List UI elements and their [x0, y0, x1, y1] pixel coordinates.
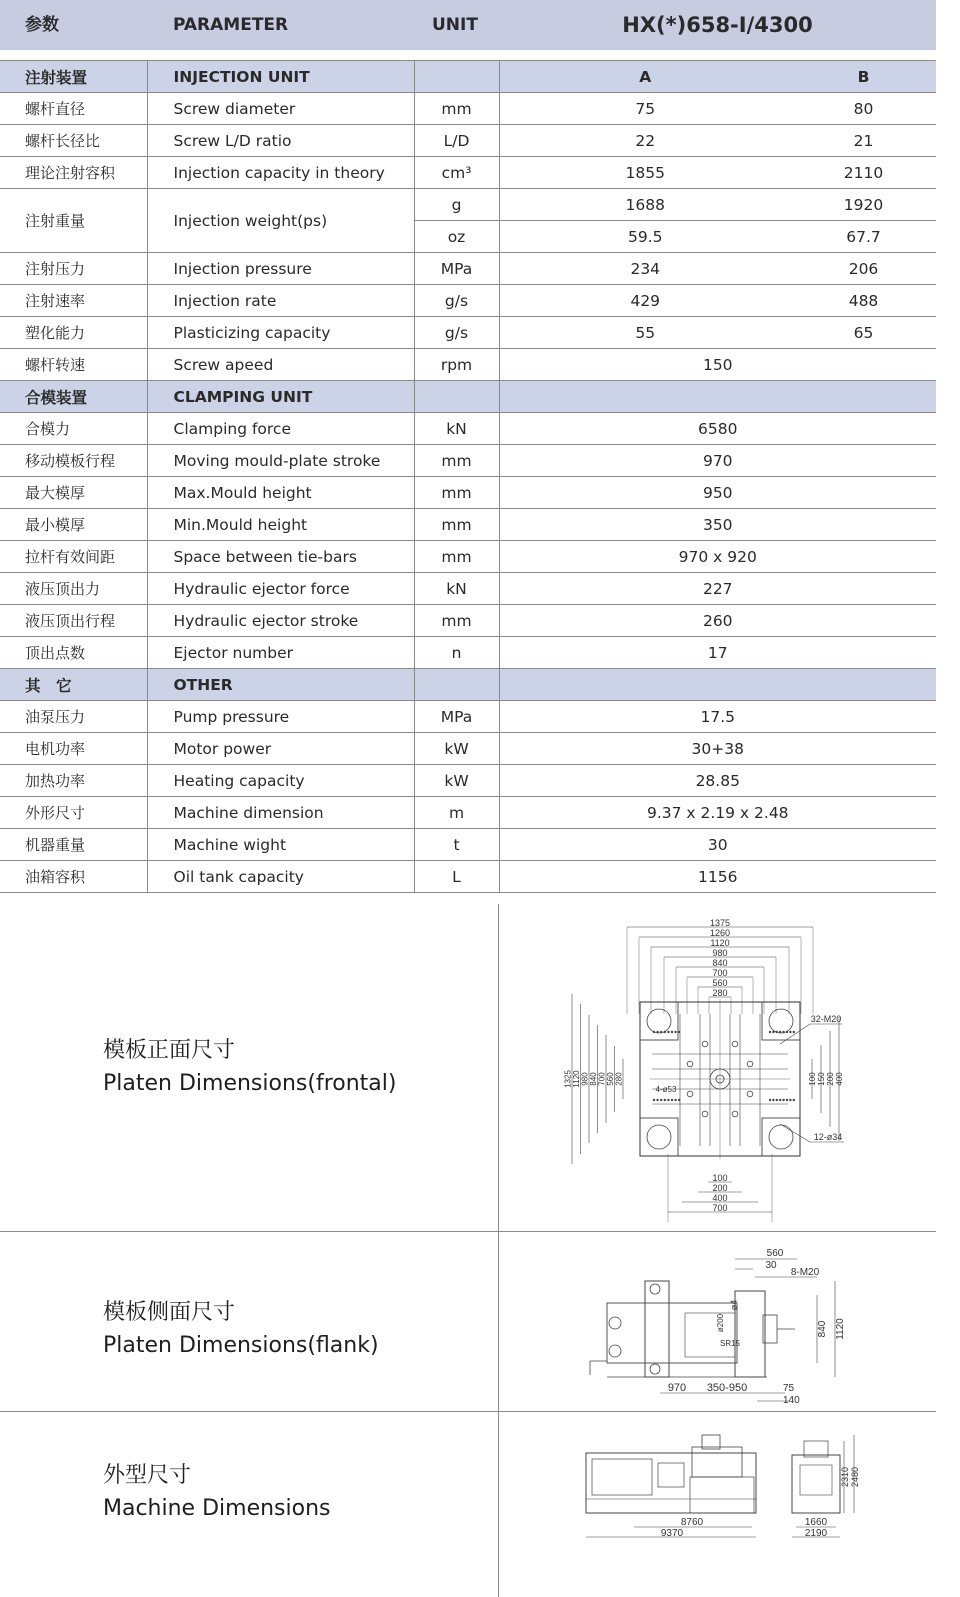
table-row — [0, 637, 936, 669]
machine-body-end — [792, 1455, 840, 1513]
param-unit: L — [414, 861, 499, 893]
section-title-en: INJECTION UNIT — [147, 61, 414, 93]
param-unit: m — [414, 797, 499, 829]
bolt-hole — [674, 1031, 676, 1033]
dimension-label: 1120 — [572, 1070, 581, 1088]
column-a-label: A — [499, 61, 791, 93]
param-unit: cm³ — [414, 157, 499, 189]
param-name-en: Injection rate — [147, 285, 414, 317]
dimension-label: 840 — [712, 958, 728, 968]
section-title-zh: 其 它 — [0, 669, 147, 701]
param-unit: L/D — [414, 125, 499, 157]
dimension-label: 12-ø34 — [813, 1132, 843, 1142]
section-unit-cell — [414, 381, 499, 413]
spec-table — [0, 60, 936, 893]
param-value: 17 — [499, 637, 936, 669]
dimension-label: 100 — [808, 1072, 817, 1086]
moving-platen — [735, 1291, 765, 1377]
value-b: 21 — [791, 125, 936, 157]
table-row — [0, 93, 936, 125]
param-name-zh: 液压顶出力 — [0, 573, 147, 605]
param-name-zh: 最大模厚 — [0, 477, 147, 509]
bolt-hole — [667, 1099, 669, 1101]
corner-block — [762, 1118, 800, 1156]
bolt-hole — [793, 1099, 795, 1101]
dimension-label: ø200 — [716, 1313, 725, 1333]
table-row — [0, 829, 936, 861]
table-row — [0, 509, 936, 541]
param-name-en: Plasticizing capacity — [147, 317, 414, 349]
dimension-label: 970 — [667, 1382, 687, 1394]
value-b: 67.7 — [791, 221, 936, 253]
header-param-zh: 参数 — [25, 15, 59, 35]
bolt-hole — [678, 1099, 680, 1101]
dimension-label: 700 — [712, 968, 728, 978]
table-row — [0, 445, 936, 477]
bolt-hole — [779, 1031, 781, 1033]
section-title-en: OTHER — [147, 669, 414, 701]
param-name-zh: 合模力 — [0, 413, 147, 445]
param-name-zh: 移动模板行程 — [0, 445, 147, 477]
param-name-en: Injection capacity in theory — [147, 157, 414, 189]
cylinder-end — [609, 1317, 621, 1329]
tie-bar-hole — [769, 1125, 793, 1149]
section-unit-cell — [414, 61, 499, 93]
dimension-label: 980 — [712, 948, 728, 958]
end-panel — [800, 1465, 832, 1495]
bolt-hole — [776, 1031, 778, 1033]
table-row — [0, 797, 936, 829]
header-unit: UNIT — [432, 15, 478, 35]
param-name-en: Machine dimension — [147, 797, 414, 829]
dimension-label: 400 — [835, 1072, 844, 1086]
param-name-en: Max.Mould height — [147, 477, 414, 509]
param-name-zh: 顶出点数 — [0, 637, 147, 669]
section-clamping — [0, 381, 936, 413]
param-name-zh: 螺杆长径比 — [0, 125, 147, 157]
corner-block — [640, 1002, 678, 1040]
bolt-hole — [653, 1031, 655, 1033]
dimension-label: 840 — [817, 1320, 828, 1338]
value-b: 206 — [791, 253, 936, 285]
param-name-en: Clamping force — [147, 413, 414, 445]
dimension-label: 700 — [597, 1072, 607, 1086]
table-row — [0, 765, 936, 797]
dimension-label: 30 — [765, 1260, 777, 1271]
param-name-en: Screw L/D ratio — [147, 125, 414, 157]
dimension-label: 400 — [712, 1193, 728, 1203]
bolt-hole — [656, 1031, 658, 1033]
dimension-label: 4-ø53 — [655, 1085, 677, 1094]
dimension-label: 100 — [712, 1173, 728, 1183]
param-value: 9.37 x 2.19 x 2.48 — [499, 797, 936, 829]
bolt-hole — [667, 1031, 669, 1033]
value-b: 488 — [791, 285, 936, 317]
param-name-en: Hydraulic ejector force — [147, 573, 414, 605]
section-value-cell — [499, 381, 936, 413]
dimension-label: ø4 — [729, 1299, 739, 1311]
param-value: 970 x 920 — [499, 541, 936, 573]
param-name-zh: 加热功率 — [0, 765, 147, 797]
dimension-label: 150 — [817, 1072, 826, 1086]
param-value: 28.85 — [499, 765, 936, 797]
table-row — [0, 253, 936, 285]
table-row — [0, 605, 936, 637]
param-unit: g/s — [414, 285, 499, 317]
section-title-en: CLAMPING UNIT — [147, 381, 414, 413]
dimension-label: 350-950 — [706, 1382, 748, 1394]
figure-machine-title-en: Machine Dimensions — [103, 1496, 331, 1521]
param-name-en: Heating capacity — [147, 765, 414, 797]
param-value: 1156 — [499, 861, 936, 893]
tie-bar-hole — [769, 1009, 793, 1033]
dimension-label: 700 — [712, 1203, 728, 1213]
dimension-label: 32-M20 — [810, 1014, 842, 1024]
injection-unit — [692, 1447, 742, 1477]
dimension-label: 1375 — [709, 918, 731, 928]
param-name-zh: 外形尺寸 — [0, 797, 147, 829]
param-value: 260 — [499, 605, 936, 637]
header-param-en: PARAMETER — [173, 15, 289, 35]
figure-flank-title-zh: 模板侧面尺寸 — [103, 1300, 236, 1325]
value-b: 1920 — [791, 189, 936, 221]
section-value-cell — [499, 669, 936, 701]
param-name-en: Moving mould-plate stroke — [147, 445, 414, 477]
dimension-label: 140 — [783, 1395, 800, 1406]
param-value: 30+38 — [499, 733, 936, 765]
mould-space — [685, 1313, 735, 1357]
dimension-label: 2480 — [850, 1466, 860, 1488]
bolt-hole — [660, 1099, 662, 1101]
bolt-hole — [664, 1099, 666, 1101]
table-row — [0, 541, 936, 573]
bolt-hole — [789, 1099, 791, 1101]
param-name-zh: 注射重量 — [0, 189, 147, 253]
bolt-hole — [772, 1099, 774, 1101]
param-value: 970 — [499, 445, 936, 477]
dimension-label: 1660 — [804, 1517, 828, 1528]
dimension-label: 1120 — [710, 938, 730, 948]
param-unit: kW — [414, 733, 499, 765]
param-unit: mm — [414, 541, 499, 573]
param-unit: t — [414, 829, 499, 861]
bolt-hole — [782, 1099, 784, 1101]
corner-block — [640, 1118, 678, 1156]
param-unit: MPa — [414, 701, 499, 733]
bolt-hole — [660, 1031, 662, 1033]
table-header — [0, 0, 936, 50]
table-row — [0, 861, 936, 893]
param-name-en: Min.Mould height — [147, 509, 414, 541]
bolt-hole — [786, 1099, 788, 1101]
param-name-zh: 油泵压力 — [0, 701, 147, 733]
param-unit: mm — [414, 93, 499, 125]
param-unit: mm — [414, 445, 499, 477]
param-value: 950 — [499, 477, 936, 509]
dimension-label: 560 — [766, 1248, 784, 1259]
bolt-hole — [678, 1031, 680, 1033]
param-name-zh: 油箱容积 — [0, 861, 147, 893]
table-row — [0, 189, 936, 221]
dimension-label: 75 — [783, 1383, 795, 1394]
param-value: 150 — [499, 349, 936, 381]
section-unit-cell — [414, 669, 499, 701]
ejector-hole — [732, 1041, 738, 1047]
tie-bar-nut — [650, 1284, 660, 1294]
param-unit: rpm — [414, 349, 499, 381]
tie-bar-hole — [647, 1009, 671, 1033]
figure-frontal — [0, 904, 936, 1232]
dimension-label: 980 — [580, 1072, 590, 1086]
param-unit: g/s — [414, 317, 499, 349]
value-a: 234 — [499, 253, 791, 285]
bolt-hole — [769, 1099, 771, 1101]
param-unit: n — [414, 637, 499, 669]
column-b-label: B — [791, 61, 936, 93]
control-cabinet — [690, 1477, 754, 1513]
param-name-en: Injection weight(ps) — [147, 189, 414, 253]
bolt-hole — [776, 1099, 778, 1101]
header-model: HX(*)658-Ⅰ/4300 — [622, 13, 813, 37]
dimension-label: 560 — [606, 1072, 615, 1086]
dimension-label: 1120 — [835, 1318, 846, 1340]
ejector-hole — [687, 1091, 693, 1097]
param-unit: kN — [414, 413, 499, 445]
param-name-en: Oil tank capacity — [147, 861, 414, 893]
param-value: 30 — [499, 829, 936, 861]
param-name-en: Motor power — [147, 733, 414, 765]
dimension-label: 200 — [826, 1072, 835, 1086]
figure-frontal-title-en: Platen Dimensions(frontal) — [103, 1071, 397, 1096]
ejector-hole — [747, 1061, 753, 1067]
platen-flank-drawing — [585, 1243, 855, 1406]
param-name-en: Pump pressure — [147, 701, 414, 733]
dimension-label: 8760 — [680, 1517, 704, 1528]
machine-outline-drawing — [582, 1433, 864, 1593]
dimension-label: 8-M20 — [790, 1267, 820, 1278]
param-unit: mm — [414, 477, 499, 509]
param-name-en: Ejector number — [147, 637, 414, 669]
bolt-hole — [793, 1031, 795, 1033]
ejector-hole — [702, 1111, 708, 1117]
dimension-label: 560 — [712, 978, 728, 988]
bolt-hole — [664, 1031, 666, 1033]
dimension-label: 280 — [712, 988, 728, 998]
value-a: 1688 — [499, 189, 791, 221]
section-title-zh: 注射装置 — [0, 61, 147, 93]
table-row — [0, 413, 936, 445]
figure-frontal-title-zh: 模板正面尺寸 — [103, 1038, 236, 1063]
value-b: 80 — [791, 93, 936, 125]
clamp-housing — [592, 1459, 652, 1495]
param-name-en: Hydraulic ejector stroke — [147, 605, 414, 637]
tie-bar-nut — [650, 1364, 660, 1374]
param-name-zh: 注射速率 — [0, 285, 147, 317]
param-name-zh: 机器重量 — [0, 829, 147, 861]
value-a: 75 — [499, 93, 791, 125]
dimension-label: 2310 — [840, 1466, 850, 1488]
dimension-label: 280 — [614, 1072, 624, 1086]
param-unit: oz — [414, 221, 499, 253]
figure-machine — [0, 1411, 936, 1597]
param-name-en: Screw diameter — [147, 93, 414, 125]
leader-line — [780, 1024, 810, 1044]
param-value: 227 — [499, 573, 936, 605]
ejector-hole — [732, 1111, 738, 1117]
bolt-hole — [779, 1099, 781, 1101]
param-name-zh: 拉杆有效间距 — [0, 541, 147, 573]
table-row — [0, 701, 936, 733]
bolt-hole — [671, 1031, 673, 1033]
figure-flank-title-en: Platen Dimensions(flank) — [103, 1333, 379, 1358]
table-row — [0, 733, 936, 765]
platen-housing — [658, 1463, 684, 1487]
param-value: 6580 — [499, 413, 936, 445]
bolt-hole — [772, 1031, 774, 1033]
value-a: 429 — [499, 285, 791, 317]
ejector-hole — [687, 1061, 693, 1067]
platen-frontal-drawing — [560, 914, 860, 1226]
section-injection — [0, 61, 936, 93]
dimension-label: 840 — [589, 1072, 598, 1086]
param-value: 350 — [499, 509, 936, 541]
param-name-zh: 电机功率 — [0, 733, 147, 765]
bolt-hole — [656, 1099, 658, 1101]
leader-line — [780, 1124, 810, 1142]
cylinder-end — [609, 1345, 621, 1357]
value-a: 55 — [499, 317, 791, 349]
param-name-en: Machine wight — [147, 829, 414, 861]
dimension-label: 200 — [712, 1183, 728, 1193]
bolt-hole — [671, 1099, 673, 1101]
param-name-en: Space between tie-bars — [147, 541, 414, 573]
value-a: 22 — [499, 125, 791, 157]
table-row — [0, 125, 936, 157]
bolt-hole — [786, 1031, 788, 1033]
param-name-en: Injection pressure — [147, 253, 414, 285]
bolt-hole — [789, 1031, 791, 1033]
bolt-hole — [653, 1099, 655, 1101]
param-name-zh: 理论注射容积 — [0, 157, 147, 189]
ejector-hole — [702, 1041, 708, 1047]
table-row — [0, 285, 936, 317]
param-unit: kN — [414, 573, 499, 605]
value-b: 2110 — [791, 157, 936, 189]
bolt-hole — [782, 1031, 784, 1033]
ejector-hole — [747, 1091, 753, 1097]
param-name-zh: 注射压力 — [0, 253, 147, 285]
value-b: 65 — [791, 317, 936, 349]
dimension-label: 2190 — [804, 1528, 828, 1539]
bolt-hole — [769, 1031, 771, 1033]
param-name-en: Screw apeed — [147, 349, 414, 381]
param-unit: kW — [414, 765, 499, 797]
param-name-zh: 螺杆直径 — [0, 93, 147, 125]
param-unit: MPa — [414, 253, 499, 285]
section-other — [0, 669, 936, 701]
param-unit: mm — [414, 509, 499, 541]
table-row — [0, 573, 936, 605]
table-row — [0, 477, 936, 509]
machine-body-side — [586, 1453, 756, 1513]
value-a: 59.5 — [499, 221, 791, 253]
section-title-zh: 合模装置 — [0, 381, 147, 413]
param-name-zh: 螺杆转速 — [0, 349, 147, 381]
param-name-zh: 液压顶出行程 — [0, 605, 147, 637]
param-value: 17.5 — [499, 701, 936, 733]
dimension-label: 1325 — [563, 1070, 573, 1088]
param-name-zh: 最小模厚 — [0, 509, 147, 541]
dimension-label: SR15 — [719, 1339, 741, 1348]
figure-flank — [0, 1231, 936, 1412]
tie-bar-hole — [647, 1125, 671, 1149]
table-row — [0, 317, 936, 349]
param-name-zh: 塑化能力 — [0, 317, 147, 349]
table-row — [0, 157, 936, 189]
bolt-hole — [674, 1099, 676, 1101]
figure-machine-title-zh: 外型尺寸 — [103, 1463, 192, 1488]
param-unit: mm — [414, 605, 499, 637]
dimension-label: 9370 — [660, 1528, 684, 1539]
value-a: 1855 — [499, 157, 791, 189]
table-row — [0, 349, 936, 381]
dimension-label: 1260 — [709, 928, 731, 938]
param-unit: g — [414, 189, 499, 221]
